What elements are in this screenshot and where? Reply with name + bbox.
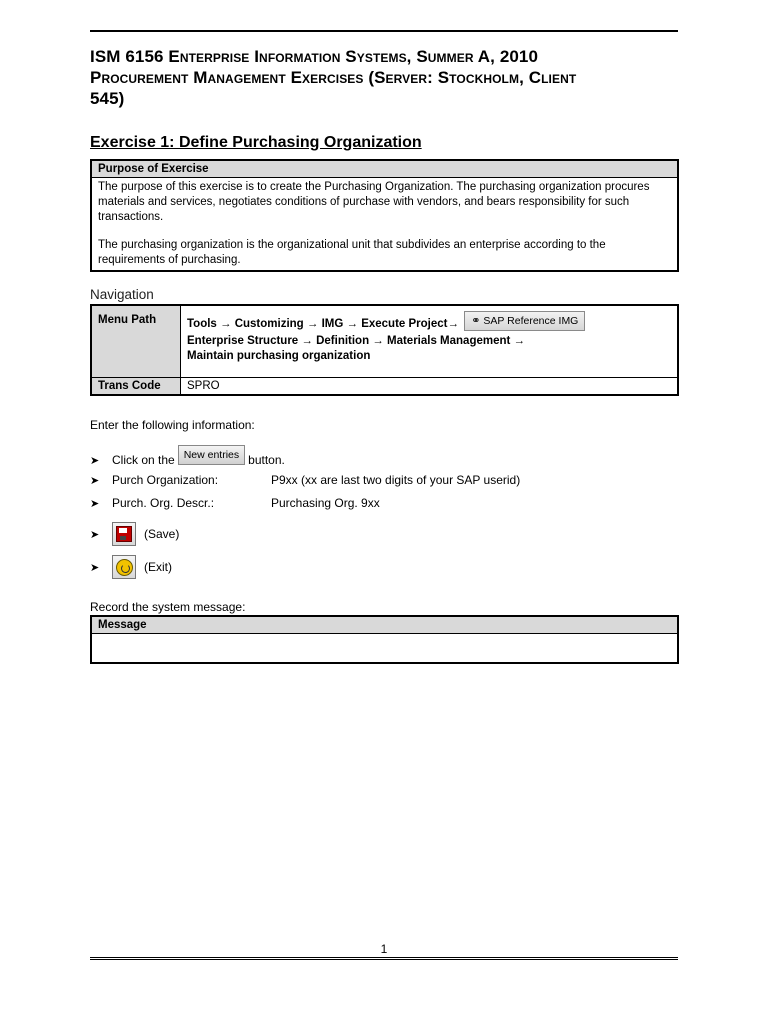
page-number: 1 — [380, 942, 388, 956]
menu-path — [181, 305, 679, 377]
purpose-heading: Purpose of Exercise — [91, 160, 678, 178]
trans-code-value: SPRO — [181, 377, 679, 395]
navigation-label: Navigation — [90, 287, 154, 302]
purch-org-label: Purch Organization: — [112, 473, 219, 487]
click-on-the-text: Click on the — [112, 453, 175, 467]
glasses-icon: ⚭ — [471, 315, 481, 327]
bullet-arrow-icon: ➤ — [90, 497, 100, 510]
bullet-arrow-icon: ➤ — [90, 474, 100, 487]
exercise-title: Exercise 1: Define Purchasing Organization — [90, 134, 422, 151]
floppy-disk-icon — [116, 526, 132, 542]
purch-descr-value: Purchasing Org. 9xx — [271, 496, 380, 510]
document-header — [90, 30, 678, 109]
button-word: button. — [248, 453, 285, 467]
message-field[interactable] — [91, 634, 678, 664]
sap-reference-img-label: SAP Reference IMG — [483, 315, 579, 327]
navigation-table — [90, 304, 679, 396]
purpose-paragraph-2: The purchasing organization is the organizational unit that subdivides an enterprise according to the requirements of purchasing. — [98, 239, 606, 266]
message-table — [90, 615, 679, 664]
purpose-paragraph-1: The purpose of this exercise is to create the Purchasing Organization. The purchasing organization procures materials and services, negotiates conditions of purchase with vendors, and bears responsibility for such transactions. — [98, 181, 650, 223]
menu-path-line-1: Tools → Customizing → IMG → Execute Project→ — [187, 318, 459, 331]
menu-path-label: Menu Path — [91, 305, 181, 377]
menu-path-line-2: Enterprise Structure → Definition → Materials Management → — [187, 335, 526, 347]
exit-icon — [116, 559, 133, 576]
step-purch-org-descr — [90, 496, 650, 510]
save-text: (Save) — [144, 527, 180, 541]
exit-text: (Exit) — [144, 560, 172, 574]
step-exit — [90, 555, 172, 579]
exit-button[interactable] — [112, 555, 136, 579]
save-button[interactable] — [112, 522, 136, 546]
new-entries-button[interactable]: New entries — [178, 445, 245, 465]
purpose-table — [90, 159, 679, 272]
menu-path-line-3: Maintain purchasing organization — [187, 350, 371, 362]
purch-descr-label: Purch. Org. Descr.: — [112, 496, 215, 510]
bullet-arrow-icon: ➤ — [90, 454, 100, 467]
purpose-body — [91, 178, 678, 272]
instructions-intro: Enter the following information: — [90, 418, 255, 432]
message-heading: Message — [91, 616, 678, 634]
page-footer — [90, 942, 678, 960]
record-message-label: Record the system message: — [90, 600, 246, 614]
trans-code-label: Trans Code — [91, 377, 181, 395]
purch-org-value: P9xx (xx are last two digits of your SAP userid) — [271, 473, 521, 487]
step-purch-organization — [90, 473, 650, 487]
sap-reference-img-button[interactable] — [464, 311, 585, 331]
step-save — [90, 522, 179, 546]
bullet-arrow-icon: ➤ — [90, 528, 100, 541]
header-line-2: Procurement Management Exercises (Server: Stockholm, Client — [90, 68, 577, 87]
header-line-1: ISM 6156 Enterprise Information Systems, Summer A, 2010 — [90, 47, 539, 66]
step-click-new-entries — [90, 450, 285, 470]
bullet-arrow-icon: ➤ — [90, 561, 100, 574]
header-line-3: 545) — [90, 89, 125, 108]
